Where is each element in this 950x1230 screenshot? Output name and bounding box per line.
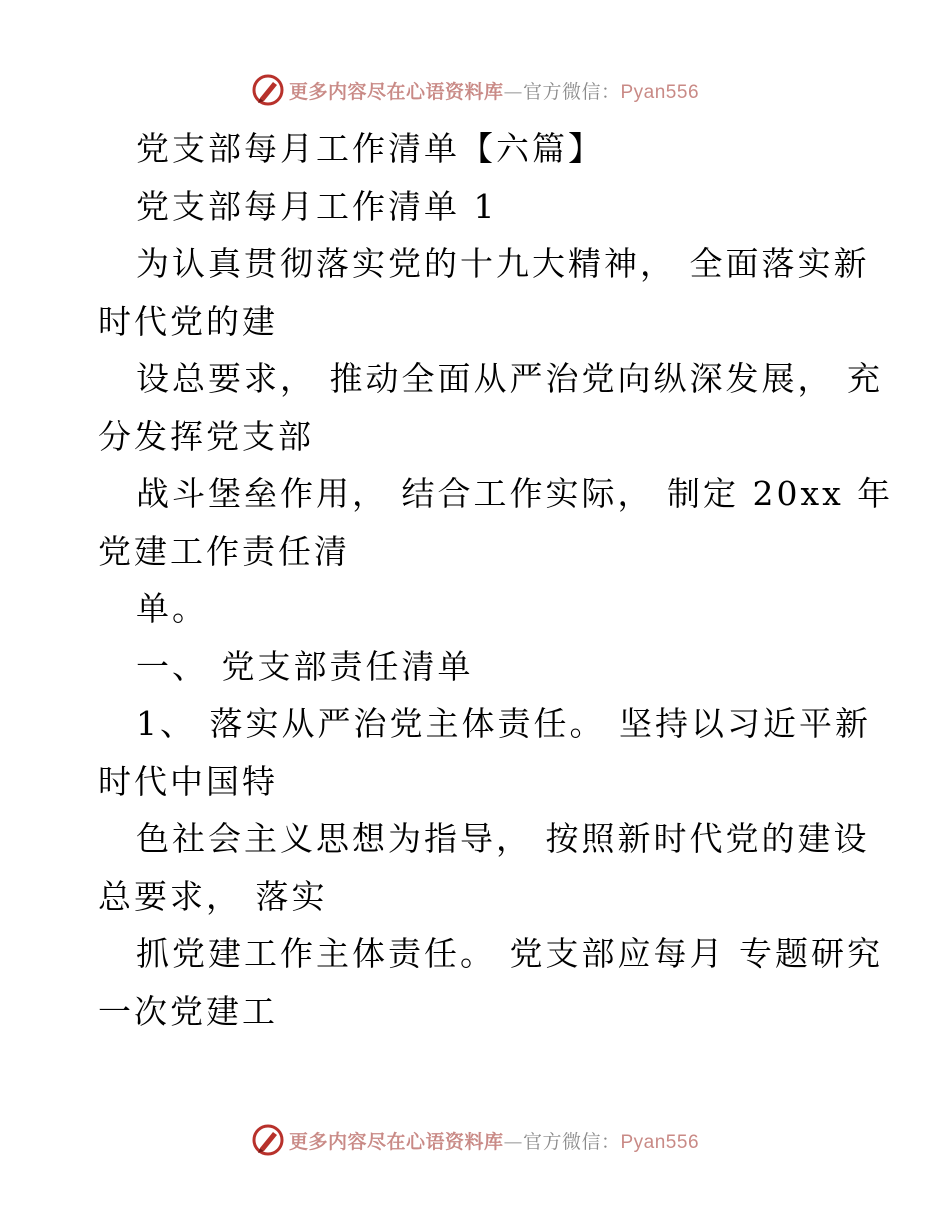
banner-official-label: 官方微信： <box>522 80 621 103</box>
paragraph-line: 党建工作责任清 <box>98 531 350 571</box>
section-heading: 一、 党支部责任清单 <box>136 646 474 686</box>
pen-logo-icon <box>251 73 285 107</box>
banner-main-text: 更多内容尽在心语资料库 <box>288 1130 504 1153</box>
document-body <box>98 120 894 1040</box>
banner-text <box>289 77 699 104</box>
banner-dash: — <box>503 80 523 103</box>
paragraph-line: 分发挥党支部 <box>98 416 314 456</box>
paragraph-line: 抓党建工作主体责任。 党支部应每月 专题研究 <box>136 934 883 973</box>
paragraph-line: 时代中国特 <box>98 761 278 801</box>
paragraph-line: 战斗堡垒作用， 结合工作实际， 制定 20xx 年 <box>136 474 894 513</box>
banner-dash: — <box>503 1130 523 1153</box>
banner-main-text: 更多内容尽在心语资料库 <box>288 80 504 103</box>
paragraph-line: 设总要求， 推动全面从严治党向纵深发展， 充 <box>136 359 883 398</box>
paragraph-line: 1、 落实从严治党主体责任。 坚持以习近平新 <box>136 704 871 743</box>
paragraph-line: 时代党的建 <box>98 301 278 341</box>
header-banner <box>0 70 950 110</box>
document-title: 党支部每月工作清单【六篇】 <box>136 129 604 168</box>
paragraph-line: 单。 <box>136 589 208 628</box>
footer-banner <box>0 1120 950 1160</box>
paragraph-line: 一次党建工 <box>98 991 278 1031</box>
paragraph-line: 总要求， 落实 <box>98 876 328 916</box>
pen-logo-icon <box>251 1123 285 1157</box>
paragraph-line: 色社会主义思想为指导， 按照新时代党的建设 <box>136 819 870 858</box>
paragraph-line: 为认真贯彻落实党的十九大精神， 全面落实新 <box>136 244 870 283</box>
document-subtitle: 党支部每月工作清单 1 <box>136 186 498 226</box>
banner-wechat-id: Pyan556 <box>620 1131 700 1153</box>
banner-wechat-id: Pyan556 <box>620 81 700 103</box>
banner-text <box>289 1127 699 1154</box>
banner-official-label: 官方微信： <box>522 1130 621 1153</box>
